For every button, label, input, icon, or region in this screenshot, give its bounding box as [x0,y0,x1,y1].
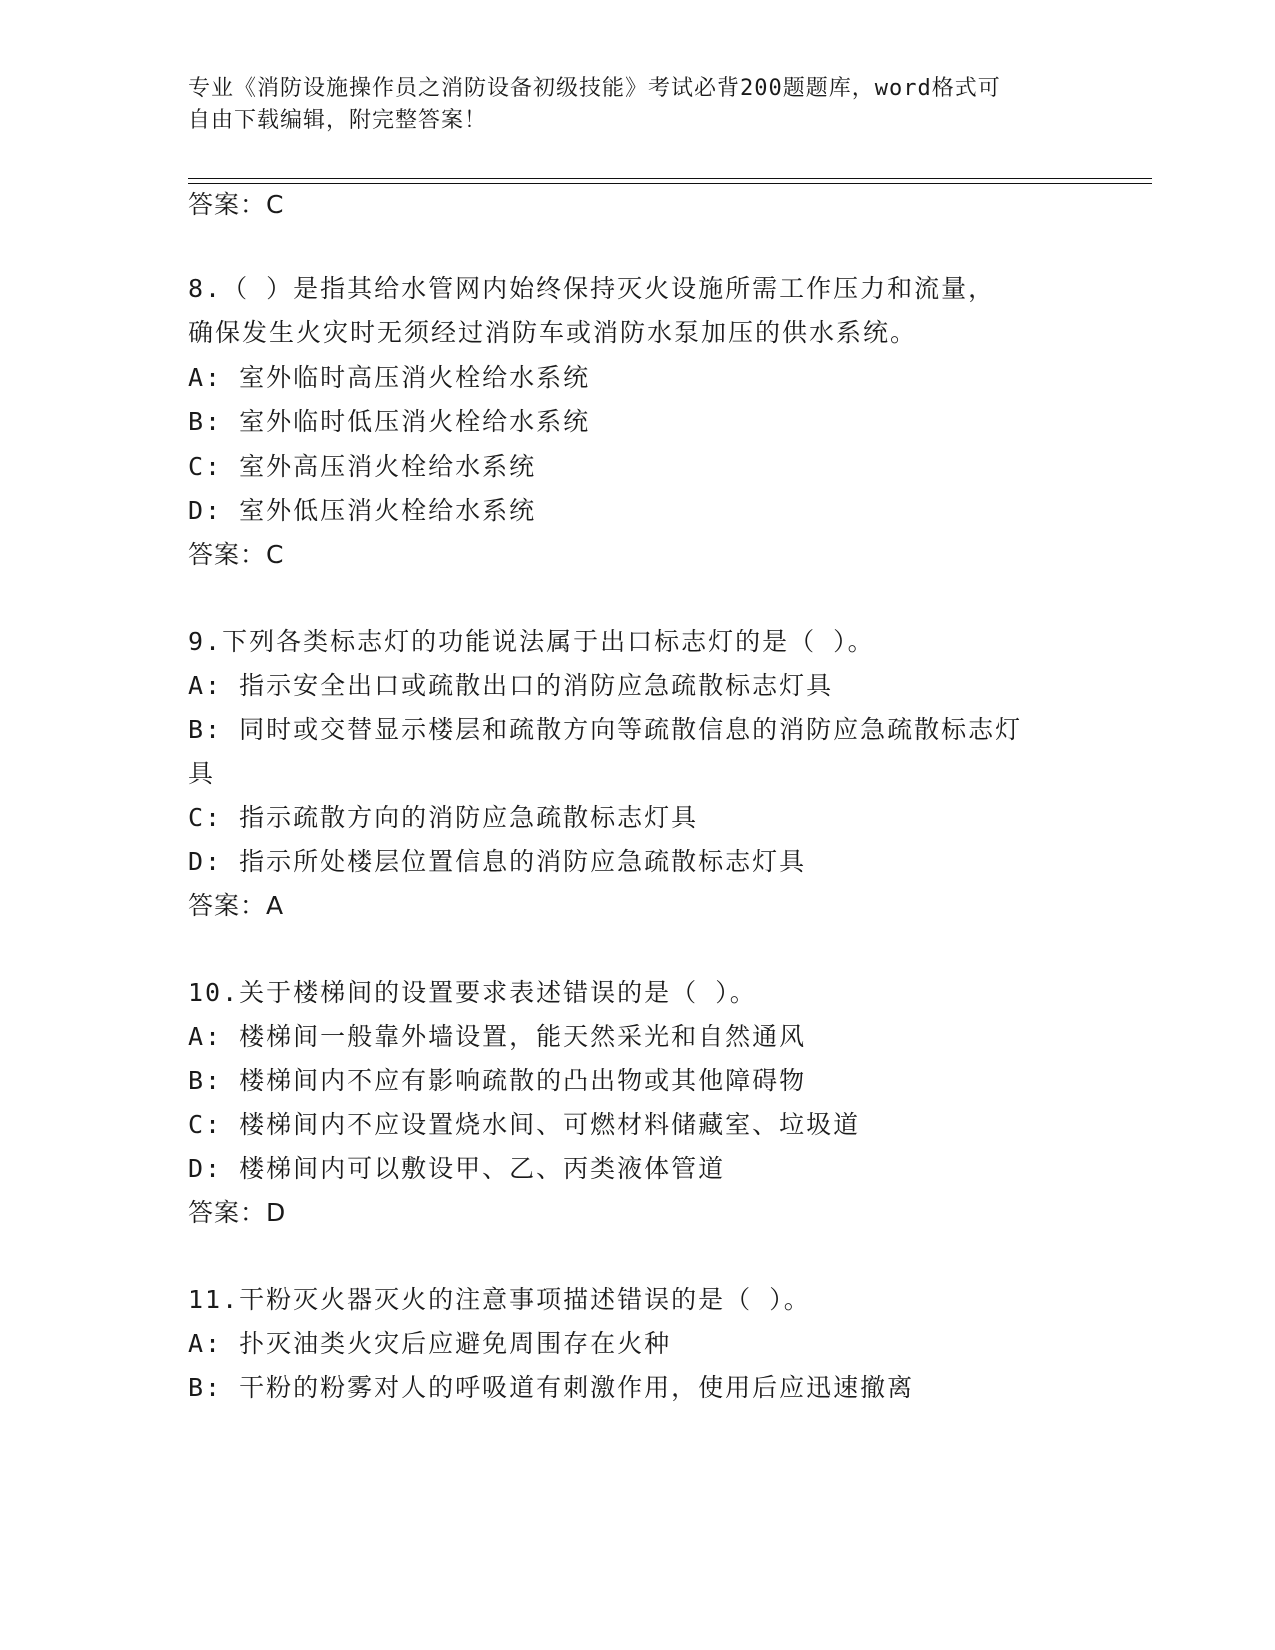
q11-option-b: B: 干粉的粉雾对人的呼吸道有刺激作用，使用后应迅速撤离 [188,1373,915,1402]
document-header [188,73,1088,137]
q10-option-c: C: 楼梯间内不应设置烧水间、可燃材料储藏室、垃圾道 [188,1110,861,1139]
q10-option-a: A: 楼梯间一般靠外墙设置，能天然采光和自然通风 [188,1022,807,1051]
header-line-1: 专业《消防设施操作员之消防设备初级技能》考试必背200题题库，word格式可 [188,76,1001,101]
q11-stem: 11.干粉灭火器灭火的注意事项描述错误的是（ ）。 [188,1285,811,1314]
q10-stem: 10.关于楼梯间的设置要求表述错误的是（ ）。 [188,978,757,1007]
q8-stem-line-1: 8.（ ）是指其给水管网内始终保持灭火设施所需工作压力和流量， [188,274,996,303]
q8-option-b: B: 室外临时低压消火栓给水系统 [188,407,591,436]
answer-previous: 答案：C [188,190,285,219]
header-divider-top [188,178,1152,179]
q11-option-a: A: 扑灭油类火灾后应避免周围存在火种 [188,1329,672,1358]
q9-option-b-line-1: B: 同时或交替显示楼层和疏散方向等疏散信息的消防应急疏散标志灯 [188,715,1023,744]
header-line-2: 自由下载编辑，附完整答案！ [188,108,488,133]
q9-option-d: D: 指示所处楼层位置信息的消防应急疏散标志灯具 [188,847,807,876]
q9-option-c: C: 指示疏散方向的消防应急疏散标志灯具 [188,803,699,832]
q8-stem-line-2: 确保发生火灾时无须经过消防车或消防水泵加压的供水系统。 [188,318,918,347]
q8-answer: 答案：C [188,540,285,569]
q10-option-b: B: 楼梯间内不应有影响疏散的凸出物或其他障碍物 [188,1066,807,1095]
header-divider-bottom [188,183,1152,184]
q10-answer: 答案：D [188,1198,287,1227]
q9-stem: 9.下列各类标志灯的功能说法属于出口标志灯的是（ ）。 [188,627,875,656]
q8-option-d: D: 室外低压消火栓给水系统 [188,496,537,525]
q8-option-c: C: 室外高压消火栓给水系统 [188,452,537,481]
q9-option-a: A: 指示安全出口或疏散出口的消防应急疏散标志灯具 [188,671,834,700]
q8-option-a: A: 室外临时高压消火栓给水系统 [188,363,591,392]
q9-answer: 答案：A [188,891,285,920]
q10-option-d: D: 楼梯间内可以敷设甲、乙、丙类液体管道 [188,1154,726,1183]
q9-option-b-line-2: 具 [188,759,216,788]
